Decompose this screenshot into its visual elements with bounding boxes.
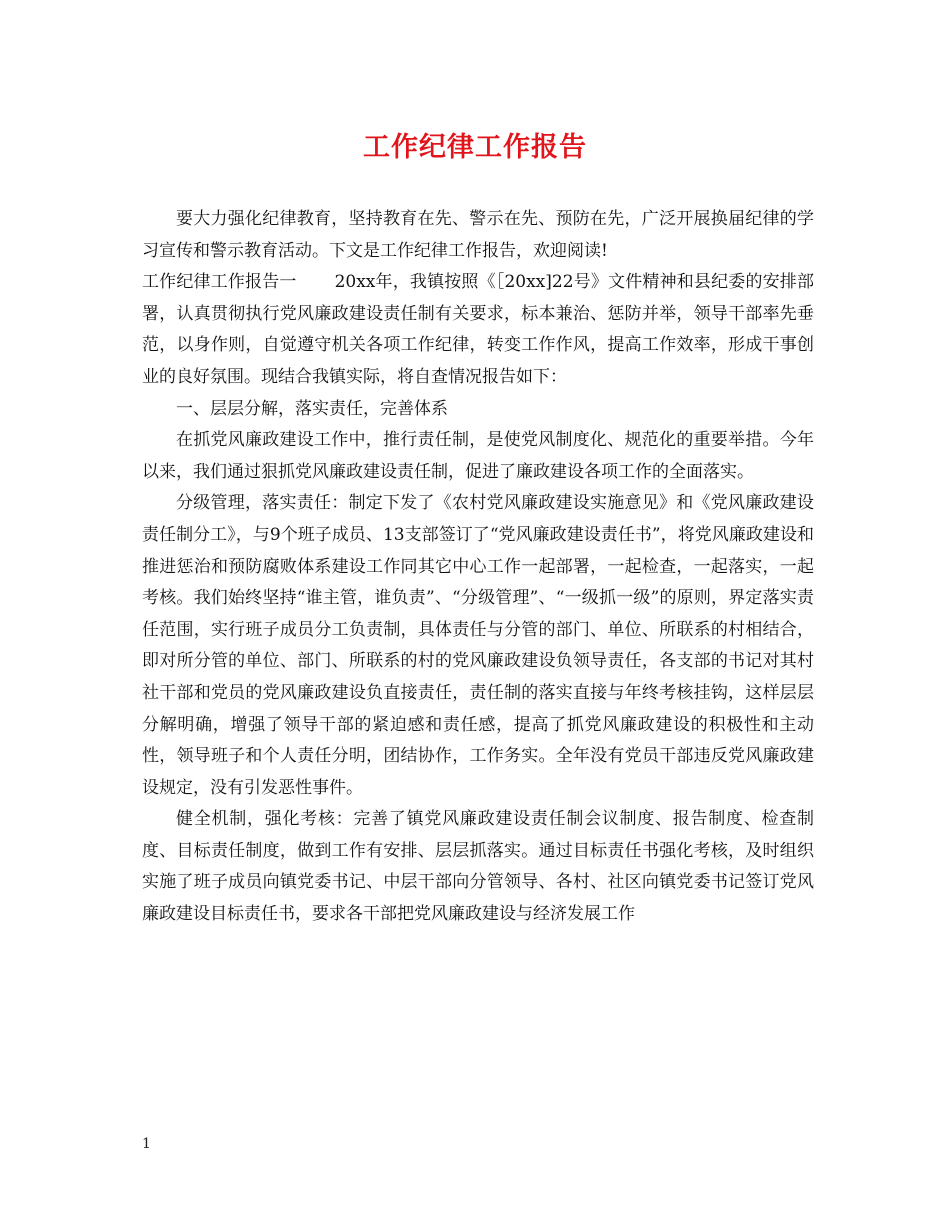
report-paragraph	[142, 267, 814, 393]
responsibility-paragraph: 在抓党风廉政建设工作中，推行责任制，是使党风制度化、规范化的重要举措。今年以来，我们通过狠抓党风廉政建设责任制，促进了廉政建设各项工作的全面落实。	[142, 430, 814, 482]
page-number: 1	[142, 1136, 151, 1152]
document-body	[142, 204, 814, 931]
section-heading: 一、层层分解，落实责任，完善体系	[176, 398, 448, 419]
mechanism-paragraph: 健全机制，强化考核：完善了镇党风廉政建设责任制会议制度、报告制度、检查制度、目标责任制度，做到工作有安排、层层抓落实。通过目标责任书强化考核，及时组织实施了班子成员向镇党委书记、中层干部向分管领导、各村、社区向镇党委书记签订党风廉政建设目标责任书，要求各干部把党风廉政建设与经济发展工作	[142, 809, 814, 925]
report-label: 工作纪律工作报告一	[142, 272, 297, 293]
report-opening-text: 20xx年，我镇按照《［20xx]22号》文件精神和县纪委的安排部署，认真贯彻执行党风廉政建设责任制有关要求，标本兼治、惩防并举，领导干部率先垂范，以身作则，自觉遵守机关各项工作纪律，转变工作作风，提高工作效率，形成干事创业的良好氛围。现结合我镇实际，将自查情况报告如下：	[142, 272, 814, 387]
document-title: 工作纪律工作报告	[363, 132, 587, 163]
management-paragraph: 分级管理，落实责任：制定下发了《农村党风廉政建设实施意见》和《党风廉政建设责任制分工》，与9个班子成员、13支部签订了“党风廉政建设责任书”，将党风廉政建设和推进惩治和预防腐败体系建设工作同其它中心工作一起部署，一起检查，一起落实，一起考核。我们始终坚持“谁主管，谁负责”、“分级管理”、“一级抓一级”的原则，界定落实责任范围，实行班子成员分工负责制，具体责任与分管的部门、单位、所联系的村相结合，即对所分管的单位、部门、所联系的村的党风廉政建设负领导责任，各支部的书记对其村社干部和党员的党风廉政建设负直接责任，责任制的落实直接与年终考核挂钩，这样层层分解明确，增强了领导干部的紧迫感和责任感，提高了抓党风廉政建设的积极性和主动性，领导班子和个人责任分明，团结协作，工作务实。全年没有党员干部违反党风廉政建设规定，没有引发恶性事件。	[142, 493, 814, 798]
intro-paragraph: 要大力强化纪律教育，坚持教育在先、警示在先、预防在先，广泛开展换届纪律的学习宣传和警示教育活动。下文是工作纪律工作报告，欢迎阅读!	[142, 209, 814, 261]
